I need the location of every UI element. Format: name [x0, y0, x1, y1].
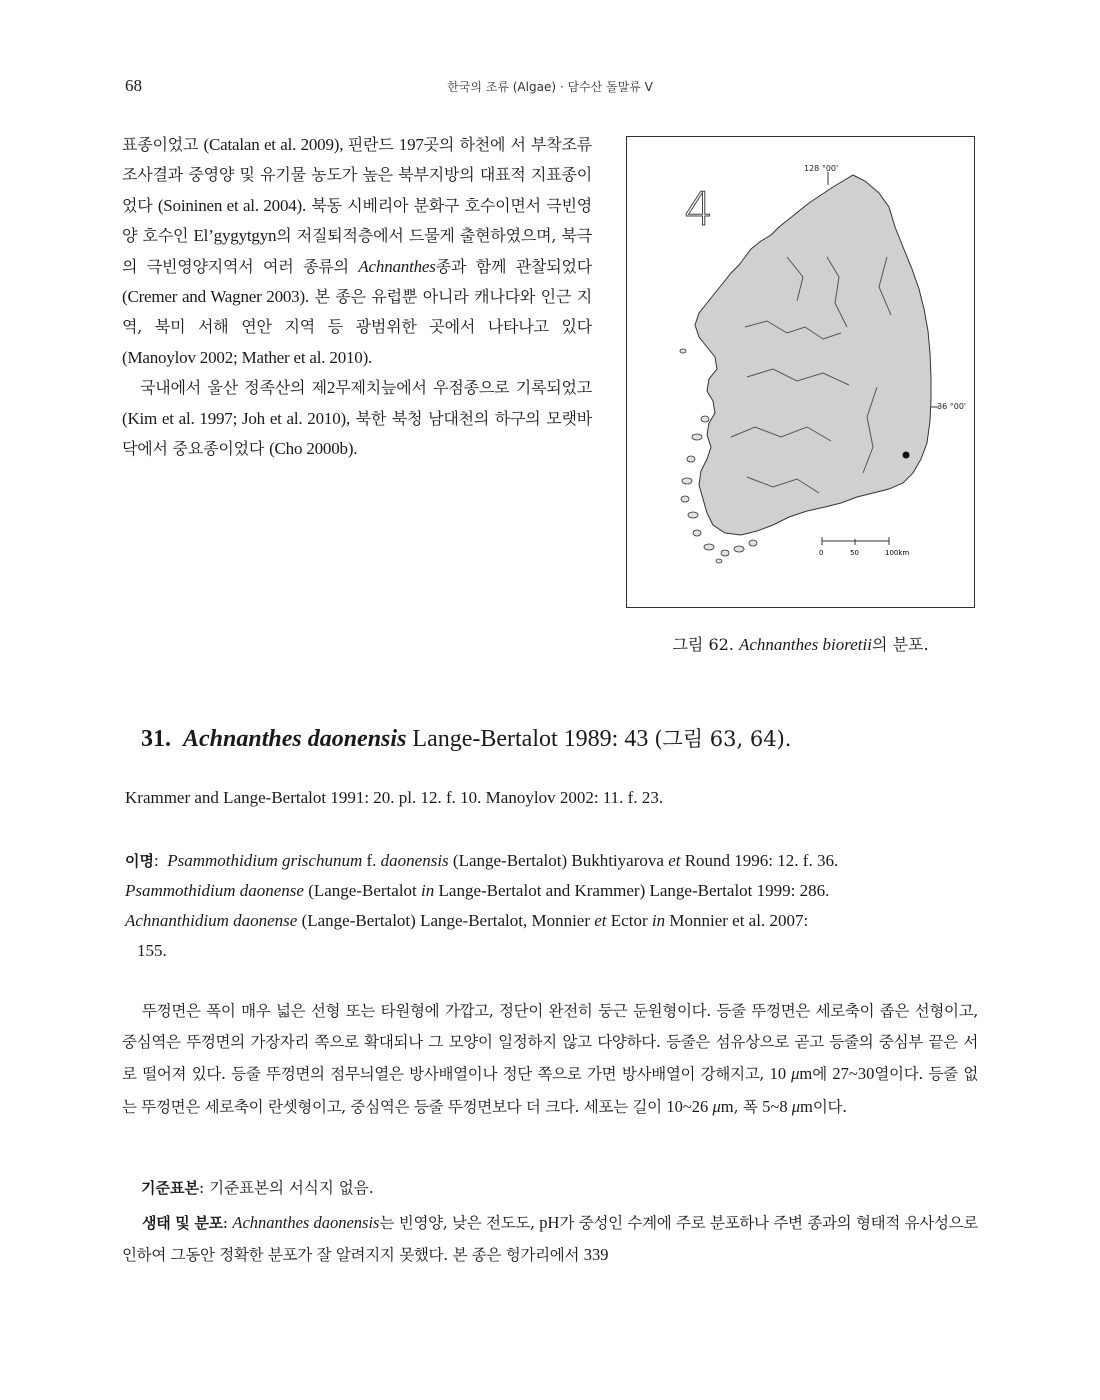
island: [701, 416, 709, 422]
island: [721, 550, 729, 556]
scale-label: 0: [819, 549, 824, 557]
morphology-description: 뚜껑면은 폭이 매우 넓은 선형 또는 타원형에 가깝고, 정단이 완전히 둥근 둔원형이다. 등줄 뚜껑면은 세로축이 좁은 선형이고, 중심역은 뚜껑면의 가장자리 쪽으로 확대되나 그 모양이 일정하지 않고 다양하다. 등줄은 섬유상으로 곧고 등줄의 중심부 끝은 서로 떨어져 있다. 등줄 뚜껑면의 점무늬열은 방사배열이나 정단 쪽으로 가면 방사배열이 강해지고, 10 μm에 27~30열이다. 등줄 없는 뚜껑면은 세로축이 란셋형이고, 중심역은 등줄 뚜껑면보다 더 크다. 세포는 길이 10~26 μm, 폭 5~8 μm이다.: [122, 1002, 979, 1116]
island: [682, 478, 692, 484]
synonym-3-continuation: 155.: [137, 941, 167, 960]
panel-number: 4: [684, 182, 714, 236]
species-heading: 31. Achnanthes daonensis Lange-Bertalot 1989: 43 (그림 63, 64).: [141, 726, 792, 752]
ecology-distribution: 생태 및 분포: Achnanthes daonensis는 빈영양, 낮은 전도도, pH가 중성인 수계에 주로 분포하나 주변 종과의 형태적 유사성으로 인하여 그동안 정확한 분포가 잘 알려지지 못했다. 본 종은 헝가리에서 339: [122, 1213, 978, 1264]
peninsula-landmass: [695, 175, 931, 535]
paragraph-distribution-abroad: 표종이었고 (Catalan et al. 2009), 핀란드 197곳의 하천에 서 부착조류 조사결과 중영양 및 유기물 농도가 높은 북부지방의 대표적 지표종이었다 (Soininen et al. 2004). 북동 시베리아 분화구 호수이면서 극빈영양 호수인 El’gygytgyn의 저질퇴적층에서 드물게 출현하였으며, 북극의 극빈영양지역서 여러 종류의 Achnanthes종과 함께 관찰되었다 (Cremer and Wagner 2003). 본 종은 유럽뿐 아니라 캐나다와 인근 지역, 북미 서해 연안 지역 등 광범위한 곳에서 나타나고 있다 (Manoylov 2002; Mather et al. 2010).: [122, 135, 593, 367]
page-number: 68: [125, 76, 142, 95]
longitude-label: 128 °00': [804, 164, 839, 173]
distribution-map: [626, 136, 975, 608]
island: [716, 559, 722, 563]
running-title: 한국의 조류 (Algae) · 담수산 돌말류 V: [447, 80, 653, 94]
species-name: Achnanthes daonensis: [183, 726, 407, 752]
holotype-line: 기준표본: 기준표본의 서식지 없음.: [141, 1179, 374, 1197]
island: [688, 512, 698, 518]
left-column-text: [122, 130, 592, 464]
scale-label: 50: [850, 549, 859, 557]
island: [687, 456, 695, 462]
figure-caption: 그림 62. Achnanthes bioretii의 분포.: [672, 635, 929, 654]
synonym-3: Achnanthidium daonense (Lange-Bertalot) Lange-Bertalot, Monnier et Ector in Monnier et al. 2007:: [125, 911, 809, 930]
synonym-2: Psammothidium daonense (Lange-Bertalot in Lange-Bertalot and Krammer) Lange-Bertalot 1999: 286.: [125, 881, 830, 900]
island: [692, 434, 702, 440]
latitude-label: 36 °00': [937, 402, 967, 411]
island: [734, 546, 744, 552]
island: [704, 544, 714, 550]
paragraph-distribution-korea: 국내에서 울산 정족산의 제2무제치늪에서 우점종으로 기록되었고 (Kim et al. 1997; Joh et al. 2010), 북한 북청 남대천의 하구의 모랫바닥에서 중요종이었다 (Cho 2000b).: [122, 378, 592, 459]
korea-map-graphic: [627, 137, 974, 607]
occurrence-point: [903, 452, 910, 459]
island: [681, 496, 689, 502]
synonyms-block: [125, 846, 977, 966]
island: [749, 540, 757, 546]
page-header: [125, 76, 975, 98]
island: [693, 530, 701, 536]
synonym-1: 이명: Psammothidium grischunum f. daonensis (Lange-Bertalot) Bukhtiyarova et Round 1996: 12. f. 36.: [125, 851, 839, 870]
scale-bar: [819, 537, 909, 557]
references-line: Krammer and Lange-Bertalot 1991: 20. pl. 12. f. 10. Manoylov 2002: 11. f. 23.: [125, 788, 664, 807]
scale-label: 100km: [885, 549, 910, 557]
island: [680, 349, 686, 353]
